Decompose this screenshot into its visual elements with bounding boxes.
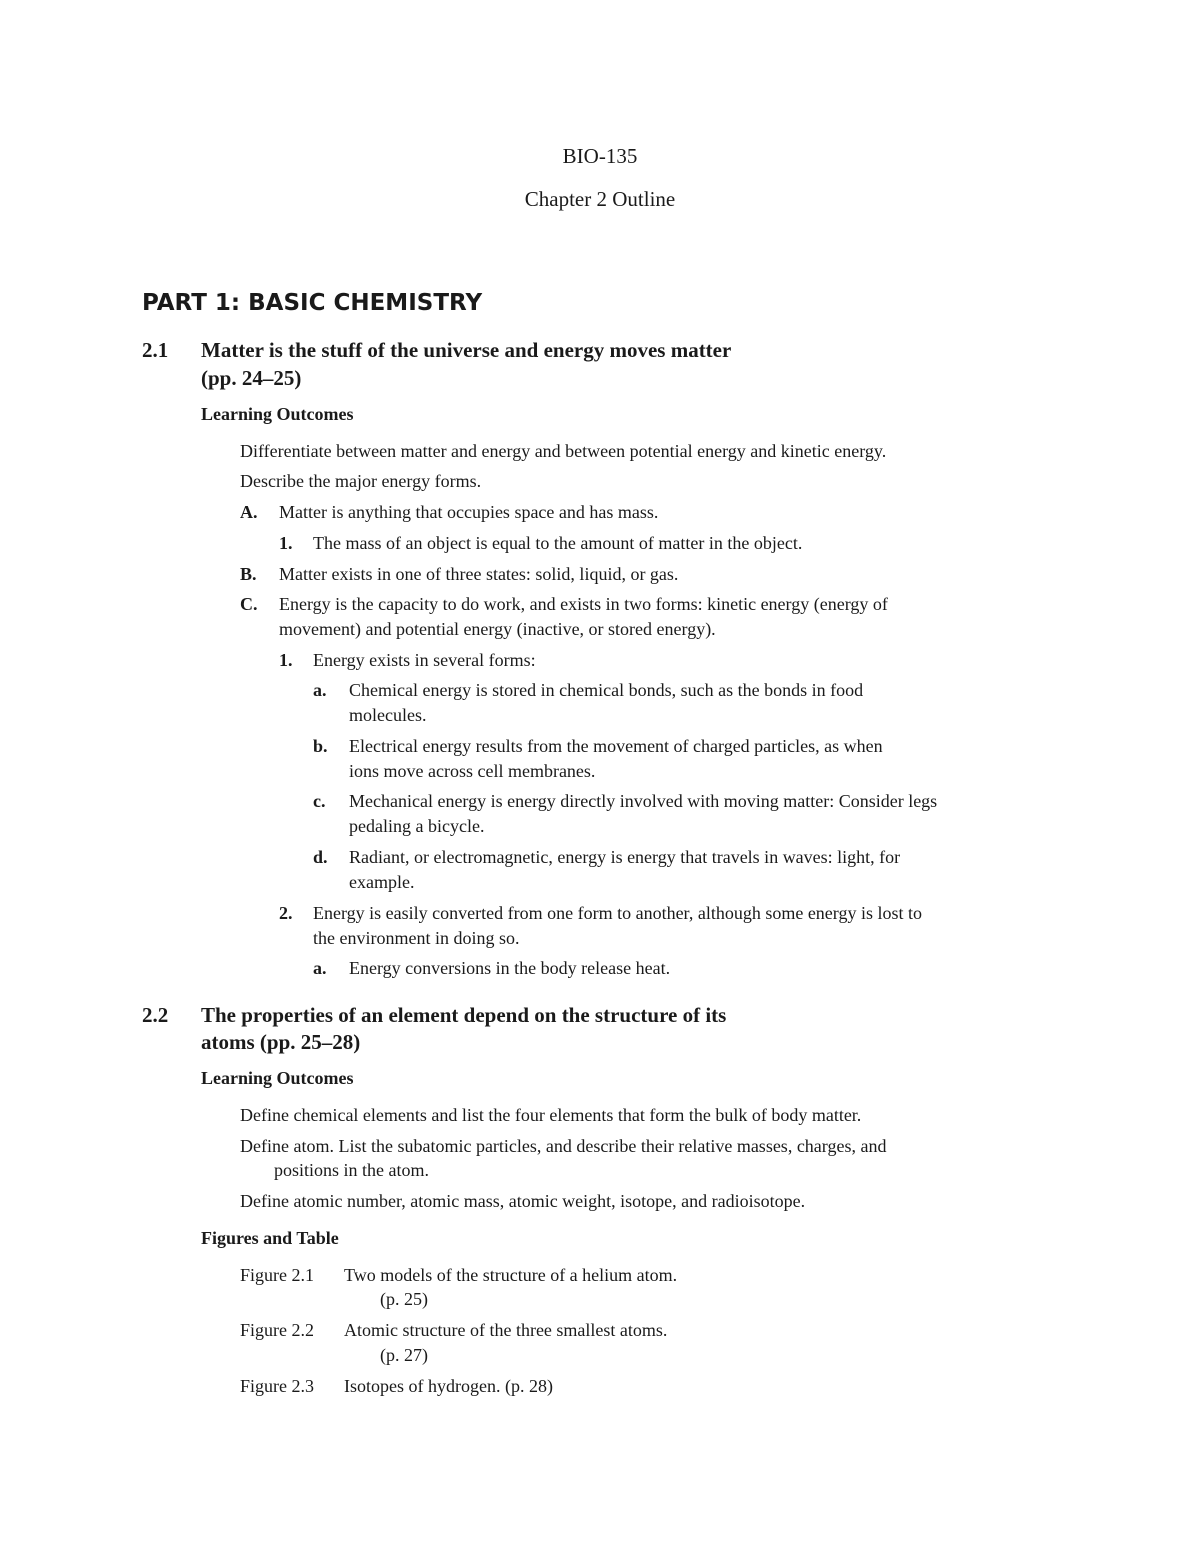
outline-text: Chemical energy is stored in chemical bonds, such as the bonds in food [349,680,864,700]
learning-outcome: Differentiate between matter and energy and between potential energy and kinetic energy. [240,441,887,461]
outline-label: c. [313,791,326,811]
document-subtitle: Chapter 2 Outline [524,187,676,211]
figure-page: (p. 25) [380,1289,428,1309]
figure-caption: Two models of the structure of a helium atom. [344,1265,678,1285]
figure-caption: Atomic structure of the three smallest atoms. [344,1320,668,1340]
figure-caption: Isotopes of hydrogen. (p. 28) [344,1376,553,1396]
outline-label: a. [313,958,327,978]
outline-text: example. [349,872,415,892]
outline-label: b. [313,736,328,756]
outline-text: Energy conversions in the body release heat. [349,958,671,978]
outline-text: molecules. [349,705,427,725]
section-number: 2.2 [142,1003,169,1027]
outline-label: a. [313,680,327,700]
outline-label: C. [240,594,258,614]
outline-text: Energy is the capacity to do work, and exists in two forms: kinetic energy (energy of [279,594,888,614]
section-title-pages: atoms (pp. 25–28) [201,1030,361,1054]
outline-label: B. [240,564,257,584]
outline-label: A. [240,502,258,522]
figure-label: Figure 2.3 [240,1376,314,1396]
part-title: PART 1: BASIC CHEMISTRY [142,290,483,316]
outline-text: Mechanical energy is energy directly involved with moving matter: Consider legs [349,791,938,811]
section-title: Matter is the stuff of the universe and energy moves matter [201,338,732,362]
learning-outcome: Define atom. List the subatomic particles, and describe their relative masses, charges, and [240,1136,887,1156]
learning-outcomes-heading: Learning Outcomes [201,1068,354,1088]
outline-label: d. [313,847,328,867]
outline-text: Matter is anything that occupies space and has mass. [279,502,659,522]
outline-text: the environment in doing so. [313,928,520,948]
outline-text: Energy is easily converted from one form to another, although some energy is lost to [313,903,922,923]
outline-text: ions move across cell membranes. [349,761,596,781]
figure-page: (p. 27) [380,1345,428,1365]
outline-label: 2. [279,903,293,923]
outline-text: Matter exists in one of three states: solid, liquid, or gas. [279,564,679,584]
course-code: BIO-135 [562,144,638,168]
learning-outcome: Define chemical elements and list the four elements that form the bulk of body matter. [240,1105,862,1125]
figures-heading: Figures and Table [201,1228,339,1248]
section-title: The properties of an element depend on the structure of its [201,1003,727,1027]
figure-label: Figure 2.2 [240,1320,314,1340]
outline-text: Energy exists in several forms: [313,650,536,670]
outline-text: pedaling a bicycle. [349,816,485,836]
learning-outcome-continued: positions in the atom. [274,1160,429,1180]
outline-text: Radiant, or electromagnetic, energy is energy that travels in waves: light, for [349,847,901,867]
outline-text: The mass of an object is equal to the amount of matter in the object. [313,533,803,553]
learning-outcome: Describe the major energy forms. [240,471,482,491]
outline-label: 1. [279,650,293,670]
section-title-pages: (pp. 24–25) [201,366,302,390]
outline-label: 1. [279,533,293,553]
learning-outcome: Define atomic number, atomic mass, atomic weight, isotope, and radioisotope. [240,1191,806,1211]
figure-label: Figure 2.1 [240,1265,314,1285]
section-number: 2.1 [142,338,169,362]
outline-text: movement) and potential energy (inactive, or stored energy). [279,619,716,639]
learning-outcomes-heading: Learning Outcomes [201,404,354,424]
outline-text: Electrical energy results from the movement of charged particles, as when [349,736,883,756]
